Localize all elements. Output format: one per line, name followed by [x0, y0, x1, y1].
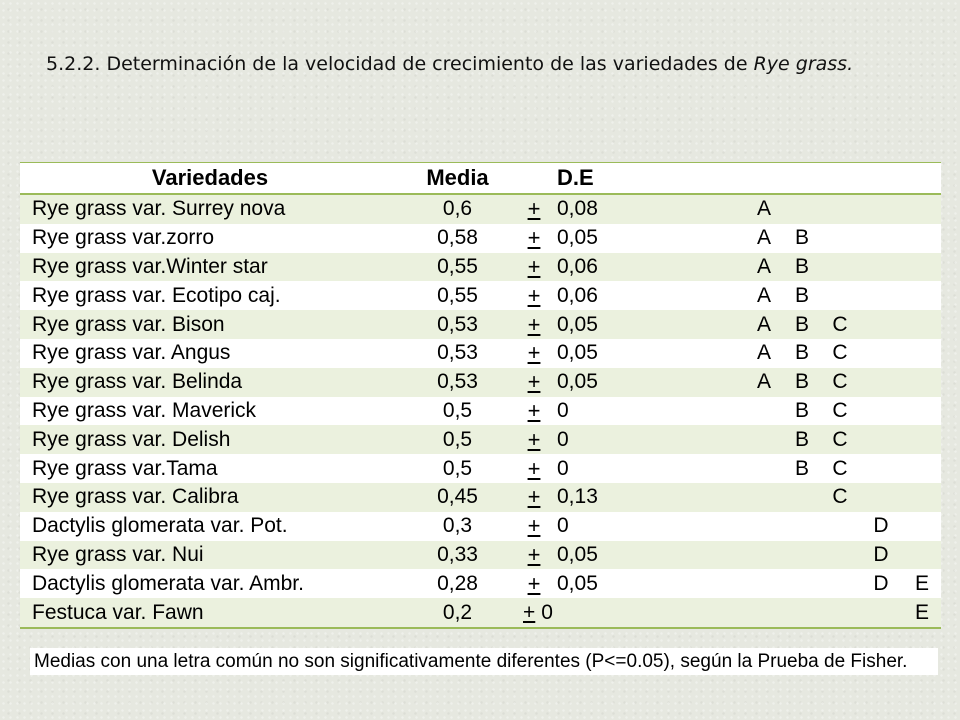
mean-cell: 0,3	[400, 512, 515, 541]
plus-minus-glyph: +	[527, 455, 541, 481]
table-row	[20, 310, 941, 339]
group-letter-g3: C	[821, 483, 859, 512]
group-letter-g5	[903, 397, 941, 426]
group-letter-g3: C	[821, 310, 859, 339]
plus-minus-symbol	[515, 368, 553, 397]
group-letter-empty	[745, 598, 783, 628]
plus-minus-symbol	[515, 541, 553, 570]
plus-minus-symbol	[515, 397, 553, 426]
sd-cell: 0	[553, 425, 745, 454]
group-letter-g3: C	[821, 397, 859, 426]
group-letter-g5	[903, 281, 941, 310]
mean-cell: 0,5	[400, 425, 515, 454]
group-letter-g5	[903, 483, 941, 512]
plus-minus-symbol	[515, 194, 553, 224]
mean-cell: 0,45	[400, 483, 515, 512]
group-letter-g2: B	[783, 281, 821, 310]
sd-cell: 0,05	[553, 368, 745, 397]
group-letter-g3	[821, 541, 859, 570]
plus-minus-glyph: +	[527, 397, 541, 423]
section-heading	[46, 40, 926, 89]
variety-cell: Rye grass var. Calibra	[20, 483, 400, 512]
sd-cell: 0,05	[553, 541, 745, 570]
mean-cell: 0,6	[400, 194, 515, 224]
mean-cell: 0,58	[400, 224, 515, 253]
sd-cell: 0,05	[553, 310, 745, 339]
table-row	[20, 224, 941, 253]
sd-cell: 0,06	[553, 281, 745, 310]
section-title: Determinación de la velocidad de crecimiento de las variedades de	[106, 53, 748, 75]
group-letter-g1	[745, 541, 783, 570]
group-letter-g2	[783, 483, 821, 512]
group-letter-g5	[903, 512, 941, 541]
section-number: 5.2.2.	[46, 53, 101, 75]
sd-cell: 0,13	[553, 483, 745, 512]
group-letter-g3	[821, 569, 859, 598]
group-letter-g4: D	[859, 569, 903, 598]
table-row	[20, 281, 941, 310]
group-letter-g5	[903, 368, 941, 397]
group-letter-g2	[783, 194, 821, 224]
variety-cell: Rye grass var. Ecotipo caj.	[20, 281, 400, 310]
group-letter-g1	[745, 483, 783, 512]
group-letter-g2	[783, 512, 821, 541]
variety-cell: Rye grass var. Maverick	[20, 397, 400, 426]
variety-cell: Dactylis glomerata var. Pot.	[20, 512, 400, 541]
variety-cell: Rye grass var. Surrey nova	[20, 194, 400, 224]
group-letter-g4	[859, 253, 903, 282]
group-letter-g1: A	[745, 281, 783, 310]
plus-minus-glyph: +	[527, 570, 541, 596]
group-letter-g3: C	[821, 454, 859, 483]
plus-minus-symbol	[515, 454, 553, 483]
group-letter-g2: B	[783, 454, 821, 483]
mean-cell: 0,5	[400, 454, 515, 483]
group-letter-g1: A	[745, 310, 783, 339]
variety-cell: Rye grass var.Winter star	[20, 253, 400, 282]
group-letter-g4	[859, 454, 903, 483]
variety-cell: Rye grass var. Angus	[20, 339, 400, 368]
group-letter-g1	[745, 454, 783, 483]
plus-minus-glyph: +	[527, 196, 541, 222]
table-row	[20, 339, 941, 368]
plus-minus-glyph: +	[527, 225, 541, 251]
group-letter-g5	[903, 224, 941, 253]
variety-cell: Rye grass var. Bison	[20, 310, 400, 339]
group-letter-g4	[859, 483, 903, 512]
group-letter-empty	[821, 598, 859, 628]
sd-cell: 0,05	[553, 569, 745, 598]
group-letter-g3: C	[821, 339, 859, 368]
mean-cell: 0,5	[400, 397, 515, 426]
plus-minus-glyph: +	[527, 311, 541, 337]
group-letter-g1: A	[745, 224, 783, 253]
table-row	[20, 569, 941, 598]
group-letter-g1: A	[745, 194, 783, 224]
plus-minus-glyph: +	[527, 282, 541, 308]
group-letter-empty	[859, 598, 903, 628]
plus-minus-glyph: +	[527, 484, 541, 510]
group-letter-g4	[859, 368, 903, 397]
header-variety: Variedades	[20, 163, 400, 195]
sd-cell	[515, 598, 745, 628]
group-letter-g5	[903, 339, 941, 368]
group-letter-g1: A	[745, 253, 783, 282]
group-letter-g5	[903, 310, 941, 339]
section-title-italic: Rye grass.	[753, 53, 854, 75]
group-letter-g4	[859, 425, 903, 454]
table-row	[20, 425, 941, 454]
plus-minus-symbol	[515, 253, 553, 282]
group-letter-g1	[745, 425, 783, 454]
variety-cell: Rye grass var. Belinda	[20, 368, 400, 397]
table-row	[20, 483, 941, 512]
group-letter-g2: B	[783, 339, 821, 368]
group-letter-g5: E	[903, 598, 941, 628]
group-letter-g1	[745, 512, 783, 541]
sd-value: 0	[541, 600, 553, 624]
group-letter-g5	[903, 454, 941, 483]
group-letter-g4	[859, 310, 903, 339]
group-letter-g3	[821, 512, 859, 541]
group-letter-g3	[821, 194, 859, 224]
group-letter-g2: B	[783, 368, 821, 397]
group-letter-g3: C	[821, 368, 859, 397]
variety-cell: Rye grass var.zorro	[20, 224, 400, 253]
group-letter-g3	[821, 281, 859, 310]
header-mean: Media	[400, 163, 515, 195]
table-row	[20, 598, 941, 628]
variety-cell: Rye grass var. Delish	[20, 425, 400, 454]
mean-cell: 0,55	[400, 281, 515, 310]
sd-cell: 0	[553, 454, 745, 483]
plus-minus-glyph: +	[527, 426, 541, 452]
group-letter-g2: B	[783, 425, 821, 454]
group-letter-g2: B	[783, 310, 821, 339]
mean-cell: 0,2	[400, 598, 515, 628]
group-letter-g3	[821, 253, 859, 282]
plus-minus-symbol	[515, 339, 553, 368]
group-letter-g2	[783, 541, 821, 570]
mean-cell: 0,28	[400, 569, 515, 598]
variety-cell: Festuca var. Fawn	[20, 598, 400, 628]
mean-cell: 0,33	[400, 541, 515, 570]
mean-cell: 0,53	[400, 339, 515, 368]
group-letter-g5	[903, 541, 941, 570]
table-header-row	[20, 163, 941, 195]
table-row	[20, 253, 941, 282]
group-letter-g4: D	[859, 512, 903, 541]
group-letter-g5	[903, 194, 941, 224]
group-letter-g3	[821, 224, 859, 253]
plus-minus-glyph: +	[523, 600, 536, 624]
group-letter-g1	[745, 569, 783, 598]
group-letter-g1	[745, 397, 783, 426]
group-letter-g4	[859, 397, 903, 426]
table-row	[20, 512, 941, 541]
group-letter-g5	[903, 253, 941, 282]
table-row	[20, 454, 941, 483]
sd-cell: 0,05	[553, 224, 745, 253]
growth-rate-table	[20, 162, 941, 629]
sd-cell: 0,08	[553, 194, 745, 224]
group-letter-g1: A	[745, 339, 783, 368]
variety-cell: Dactylis glomerata var. Ambr.	[20, 569, 400, 598]
header-sd: D.E	[553, 163, 745, 195]
plus-minus-symbol	[515, 512, 553, 541]
table-row	[20, 368, 941, 397]
plus-minus-glyph: +	[527, 513, 541, 539]
plus-minus-glyph: +	[527, 369, 541, 395]
group-letter-g2: B	[783, 224, 821, 253]
variety-cell: Rye grass var.Tama	[20, 454, 400, 483]
plus-minus-glyph: +	[527, 253, 541, 279]
plus-minus-symbol	[515, 310, 553, 339]
sd-cell: 0	[553, 397, 745, 426]
group-letter-g1: A	[745, 368, 783, 397]
group-letter-g4	[859, 194, 903, 224]
group-letter-g2: B	[783, 397, 821, 426]
group-letter-g5	[903, 425, 941, 454]
table-row	[20, 194, 941, 224]
table-row	[20, 541, 941, 570]
group-letter-g4	[859, 224, 903, 253]
group-letter-g5: E	[903, 569, 941, 598]
group-letter-g2: B	[783, 253, 821, 282]
group-letter-g4: D	[859, 541, 903, 570]
mean-cell: 0,53	[400, 368, 515, 397]
plus-minus-symbol	[515, 224, 553, 253]
group-letter-empty	[783, 598, 821, 628]
plus-minus-glyph: +	[527, 340, 541, 366]
plus-minus-glyph: +	[527, 541, 541, 567]
sd-cell: 0	[553, 512, 745, 541]
variety-cell: Rye grass var. Nui	[20, 541, 400, 570]
group-letter-g4	[859, 339, 903, 368]
group-letter-g3: C	[821, 425, 859, 454]
plus-minus-symbol	[515, 425, 553, 454]
table-footnote: Medias con una letra común no son significativamente diferentes (P<=0.05), según la Prueba de Fisher.	[30, 648, 938, 675]
plus-minus-symbol	[515, 483, 553, 512]
plus-minus-symbol	[515, 281, 553, 310]
sd-cell: 0,06	[553, 253, 745, 282]
group-letter-g4	[859, 281, 903, 310]
sd-cell: 0,05	[553, 339, 745, 368]
mean-cell: 0,53	[400, 310, 515, 339]
mean-cell: 0,55	[400, 253, 515, 282]
group-letter-g2	[783, 569, 821, 598]
table-row	[20, 397, 941, 426]
plus-minus-symbol	[515, 569, 553, 598]
